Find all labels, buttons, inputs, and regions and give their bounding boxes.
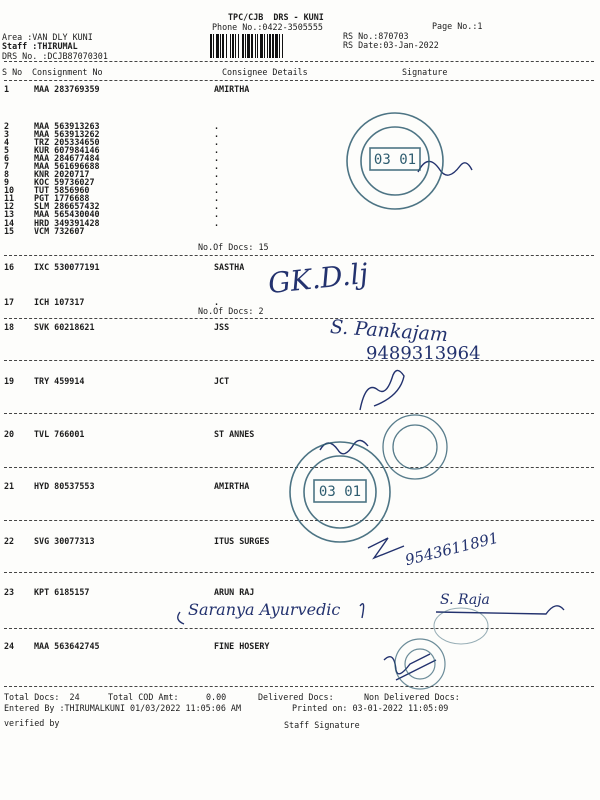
row-consignment: MAA 561696688 — [34, 161, 100, 171]
phone-number: Phone No.:0422-3505555 — [212, 22, 323, 32]
staff-signature: Staff Signature — [284, 720, 360, 730]
row-sno: 12 — [4, 201, 15, 211]
row-consignee: . — [214, 161, 220, 171]
rs-date: RS Date:03-Jan-2022 — [343, 40, 439, 50]
row-consignee: JCT — [214, 376, 230, 386]
row-sno: 16 — [4, 262, 15, 272]
row-consignee: . — [214, 145, 220, 155]
verified-by: verified by — [4, 718, 60, 728]
row-sno: 24 — [4, 641, 15, 651]
row-consignee: . — [214, 129, 220, 139]
row-consignment: KNR 2020717 — [34, 169, 90, 179]
signature-jss-phone: 9489313964 — [366, 343, 481, 364]
printed-on: Printed on: 03-01-2022 11:05:09 — [292, 703, 449, 713]
row-consignee: . — [214, 153, 220, 163]
row-sno: 18 — [4, 322, 15, 332]
row-sno: 3 — [4, 129, 10, 139]
row-sno: 17 — [4, 297, 15, 307]
row-consignment: HYD 80537553 — [34, 481, 95, 491]
row-sno: 8 — [4, 169, 10, 179]
signature-arunraj-name: S. Raja — [440, 592, 490, 608]
row-consignee: . — [214, 137, 220, 147]
stamp-date-text: 03 01 — [373, 152, 417, 168]
row-sno: 11 — [4, 193, 15, 203]
scribble-sig-19 — [360, 370, 404, 410]
signature-sastha: GK.D.lj — [266, 256, 370, 301]
row-consignee: JSS — [214, 322, 230, 332]
row-consignment: MAA 283769359 — [34, 84, 100, 94]
row-sno: 1 — [4, 84, 10, 94]
row-consignment: TUT 5856960 — [34, 185, 90, 195]
row-consignee: ITUS SURGES — [214, 536, 270, 546]
row-sno: 14 — [4, 218, 15, 228]
row-consignment: HRD 349391428 — [34, 218, 100, 228]
row-consignment: KUR 607984146 — [34, 145, 100, 155]
row-sno: 2 — [4, 121, 10, 131]
signature-itus-phone: 9543611891 — [403, 528, 501, 570]
row-sno: 7 — [4, 161, 10, 171]
row-sno: 23 — [4, 587, 15, 597]
row-consignee: . — [214, 209, 220, 219]
row-sno: 20 — [4, 429, 15, 439]
signature-arunraj-note: Saranya Ayurvedic — [188, 600, 341, 619]
col-sno: S No — [2, 67, 23, 77]
total-docs: Total Docs: 24 — [4, 692, 80, 702]
row-consignment: TRZ 205334650 — [34, 137, 100, 147]
signature-jss-name: S. Pankajam — [329, 315, 449, 347]
row-consignee: FINE HOSERY — [214, 641, 270, 651]
row-consignment: VCM 732607 — [34, 226, 85, 236]
row-consignment: PGT 1776688 — [34, 193, 90, 203]
col-signature: Signature — [402, 67, 448, 77]
staff-label: Staff :THIRUMAL — [2, 41, 78, 51]
row-sno: 15 — [4, 226, 15, 236]
row-consignee: SASTHA — [214, 262, 245, 272]
drs-number: DRS No. :DCJB87070301 — [2, 51, 108, 61]
row-consignment: SVK 60218621 — [34, 322, 95, 332]
divider — [4, 686, 594, 687]
row-consignee: . — [214, 185, 220, 195]
row-consignment: KPT 6185157 — [34, 587, 90, 597]
row-sno: 21 — [4, 481, 15, 491]
row-consignee: . — [214, 169, 220, 179]
row-consignment: MAA 563913263 — [34, 121, 100, 131]
row-sno: 13 — [4, 209, 15, 219]
no-of-docs-2: No.Of Docs: 2 — [198, 306, 264, 316]
row-consignee: . — [214, 218, 220, 228]
delivered-docs: Delivered Docs: — [258, 692, 334, 702]
row-consignee: ARUN RAJ — [214, 587, 255, 597]
row-consignee: AMIRTHA — [214, 481, 250, 491]
stamp-round-small — [380, 412, 450, 482]
row-consignee: . — [214, 193, 220, 203]
row-consignment: SVG 30077313 — [34, 536, 95, 546]
row-consignment: KOC 59736027 — [34, 177, 95, 187]
col-consignment: Consignment No — [32, 67, 103, 77]
col-consignee: Consignee Details — [222, 67, 308, 77]
entered-by: Entered By :THIRUMALKUNI 01/03/2022 11:05:06 AM — [4, 703, 241, 713]
row-sno: 22 — [4, 536, 15, 546]
total-cod-label: Total COD Amt: — [108, 692, 179, 702]
row-sno: 19 — [4, 376, 15, 386]
stamp-date-text: 03 01 — [318, 484, 362, 500]
non-delivered-docs: Non Delivered Docs: — [364, 692, 460, 702]
rs-number: RS No.:870703 — [343, 31, 409, 41]
row-consignment: MAA 565430040 — [34, 209, 100, 219]
row-sno: 6 — [4, 153, 10, 163]
row-consignee: ST ANNES — [214, 429, 255, 439]
no-of-docs-1: No.Of Docs: 15 — [198, 242, 269, 252]
row-sno: 5 — [4, 145, 10, 155]
row-consignment: MAA 284677484 — [34, 153, 100, 163]
page-number: Page No.:1 — [432, 21, 483, 31]
row-consignee: . — [214, 121, 220, 131]
row-consignee: . — [214, 297, 220, 307]
stamp-amrita-1 — [340, 106, 450, 216]
row-consignment: TVL 766001 — [34, 429, 85, 439]
row-consignee: . — [214, 201, 220, 211]
row-consignee: . — [214, 177, 220, 187]
report-title: TPC/CJB DRS - KUNI — [228, 12, 324, 22]
row-sno: 4 — [4, 137, 10, 147]
area-label: Area :VAN DLY KUNI — [2, 32, 93, 42]
row-consignment: TRY 459914 — [34, 376, 85, 386]
row-consignment: IXC 530077191 — [34, 262, 100, 272]
row-consignment: MAA 563913262 — [34, 129, 100, 139]
scribble-sig-23-mark — [178, 604, 364, 624]
row-consignment: ICH 107317 — [34, 297, 85, 307]
row-sno: 10 — [4, 185, 15, 195]
row-consignment: MAA 563642745 — [34, 641, 100, 651]
row-consignee: AMIRTHA — [214, 84, 250, 94]
stamp-round-bottom — [392, 636, 448, 692]
total-cod-value: 0.00 — [206, 692, 227, 702]
row-consignment: SLM 286657432 — [34, 201, 100, 211]
row-sno: 9 — [4, 177, 10, 187]
